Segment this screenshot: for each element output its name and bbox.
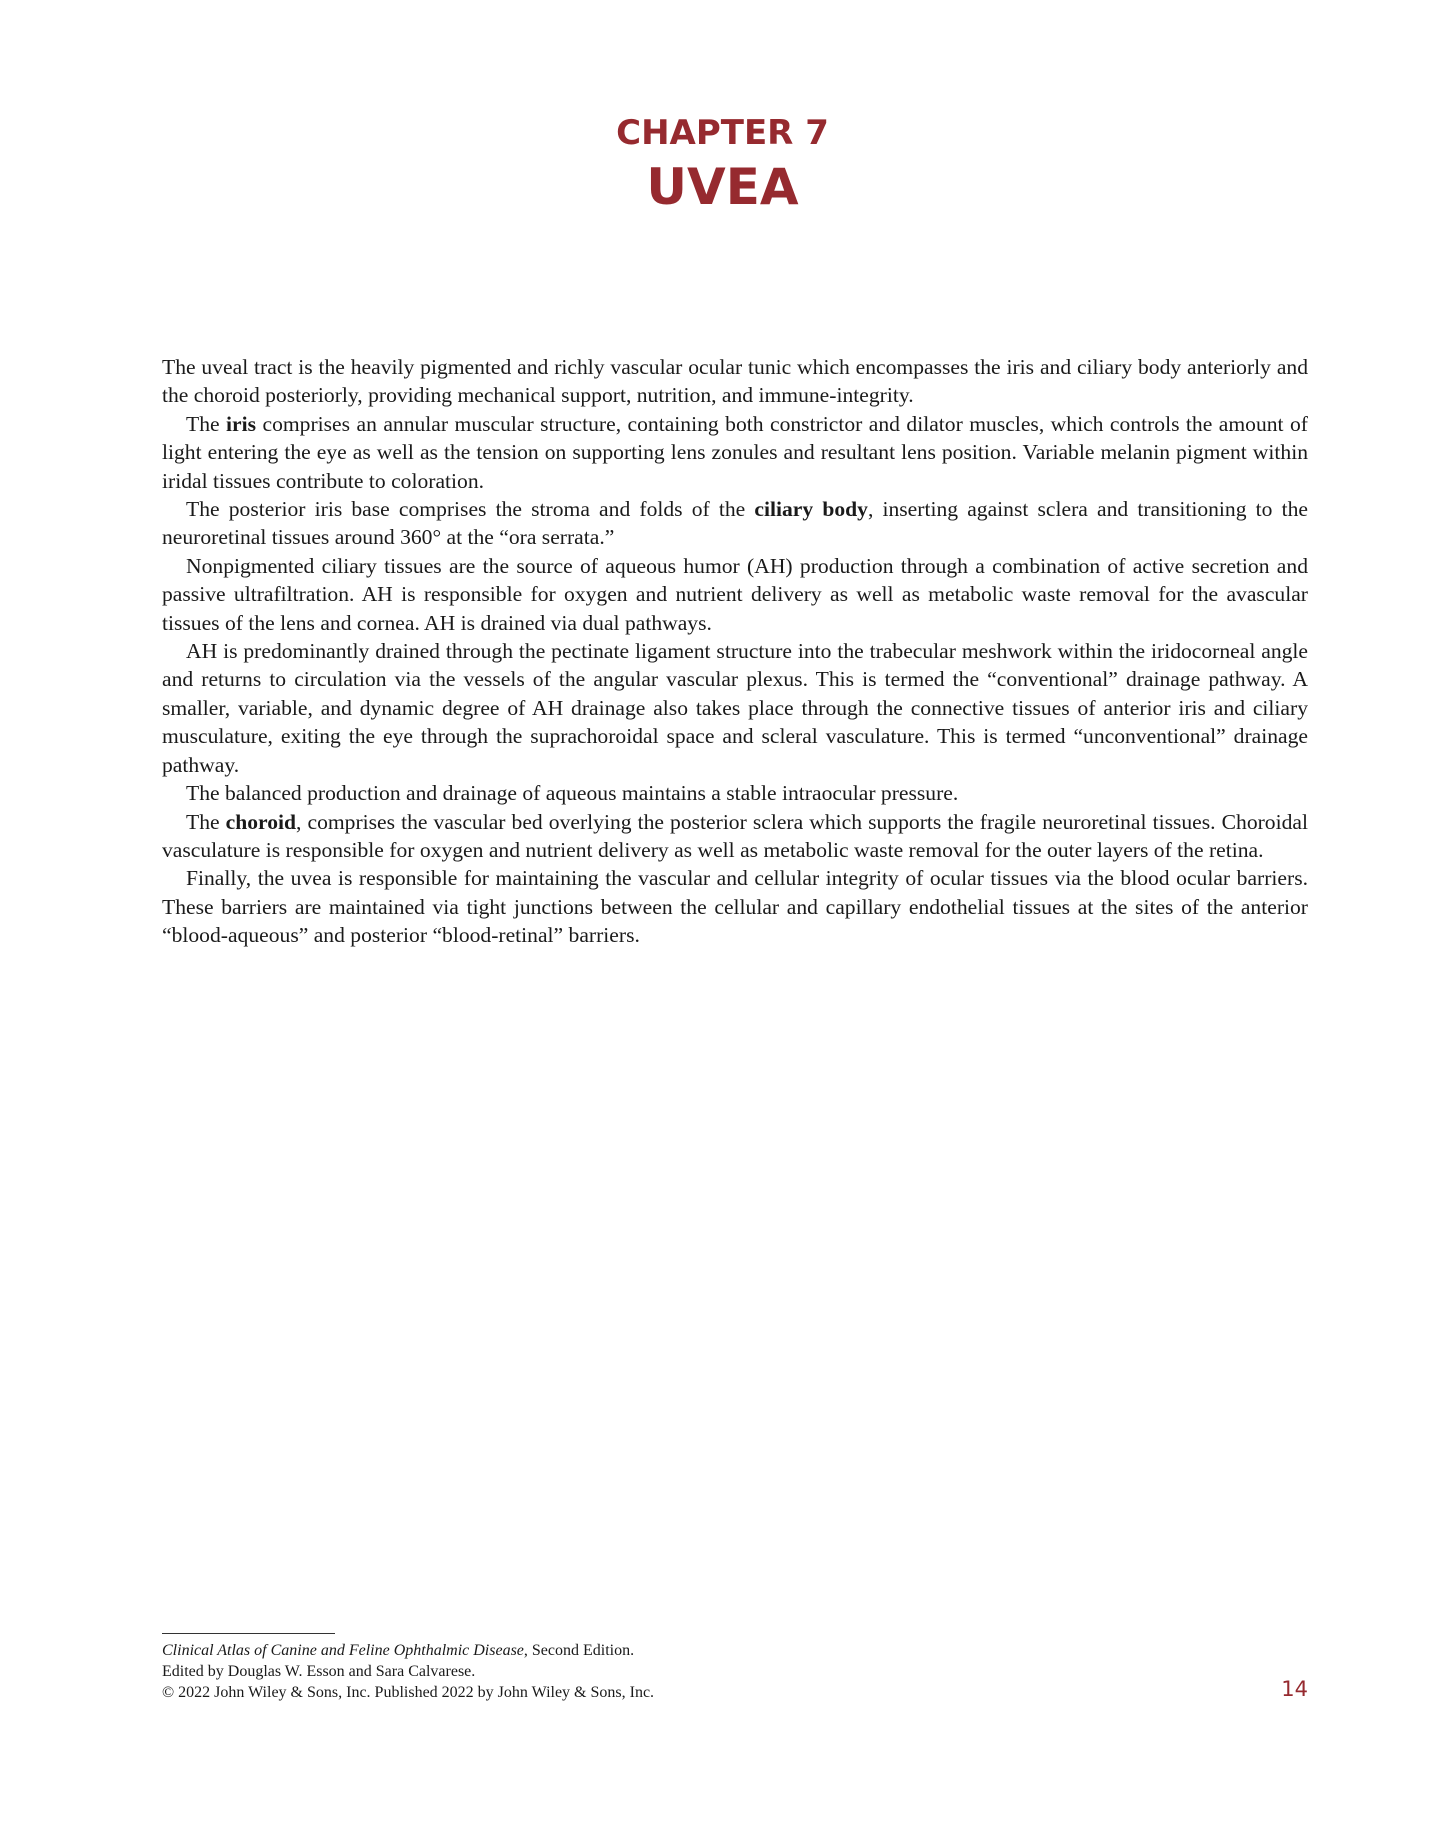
- paragraph-text: AH is predominantly drained through the pectinate ligament structure into the trabecular meshwork within the iridocorneal angle and returns to circulation via the vessels of the angular vascular plexus. This is termed the “conventional” drainage pathway. A smaller, variable, and dynamic degree of AH drainage also takes place through the connective tissues of anterior iris and ciliary musculature, exiting the eye through the suprachoroidal space and scleral vasculature. This is termed “unconventional” drainage pathway.: [162, 639, 1308, 777]
- book-edition: , Second Edition.: [523, 1642, 635, 1659]
- book-title: Clinical Atlas of Canine and Feline Ophthalmic Disease: [162, 1642, 524, 1659]
- footer-editors: Edited by Douglas W. Esson and Sara Calvarese.: [162, 1663, 476, 1680]
- body-paragraph: [162, 779, 1308, 807]
- paragraph-text: The uveal tract is the heavily pigmented and richly vascular ocular tunic which encompasses the iris and ciliary body anteriorly and the choroid posteriorly, providing mechanical support, nutrition, and immune-integrity.: [162, 355, 1308, 408]
- paragraph-text: , inserting against sclera and transitioning to the neuroretinal tissues around 360° at the “ora serrata.”: [162, 497, 1308, 550]
- body-paragraph: [162, 864, 1308, 949]
- paragraph-text: comprises an annular muscular structure, containing both constrictor and dilator muscles, which controls the amount of light entering the eye as well as the tension on supporting lens zonules and resultant lens position. Variable melanin pigment within iridal tissues contribute to coloration.: [162, 411, 1308, 493]
- footnote-rule: [162, 1633, 335, 1634]
- footer-citation: [162, 1640, 862, 1703]
- body-paragraph: [162, 495, 1308, 552]
- bold-term: iris: [226, 411, 257, 436]
- footer-copyright: © 2022 John Wiley & Sons, Inc. Published 2022 by John Wiley & Sons, Inc.: [162, 1684, 655, 1701]
- paragraph-text: The: [186, 411, 227, 436]
- footer-title-line: [162, 1640, 862, 1661]
- bold-term: ciliary body: [754, 497, 868, 522]
- body-paragraph: [162, 808, 1308, 865]
- body-text: [162, 353, 1308, 950]
- body-paragraph: [162, 353, 1308, 410]
- chapter-title: UVEA: [646, 158, 799, 216]
- paragraph-text: , comprises the vascular bed overlying the posterior sclera which supports the fragile neuroretinal tissues. Choroidal vasculature is responsible for oxygen and nutrient delivery as well as metabolic waste removal for the outer layers of the retina.: [162, 809, 1308, 862]
- paragraph-text: Finally, the uvea is responsible for maintaining the vascular and cellular integrity of ocular tissues via the blood ocular barriers. These barriers are maintained via tight junctions between the cellular and capillary endothelial tissues at the sites of the anterior “blood-aqueous” and posterior “blood-retinal” barriers.: [162, 866, 1308, 948]
- body-paragraph: [162, 637, 1308, 779]
- body-paragraph: [162, 552, 1308, 637]
- paragraph-text: The balanced production and drainage of aqueous maintains a stable intraocular pressure.: [186, 781, 959, 806]
- paragraph-text: Nonpigmented ciliary tissues are the source of aqueous humor (AH) production through a combination of active secretion and passive ultrafiltration. AH is responsible for oxygen and nutrient delivery as well as metabolic waste removal for the avascular tissues of the lens and cornea. AH is drained via dual pathways.: [162, 553, 1308, 635]
- chapter-header: [0, 112, 1445, 218]
- page-number: 14: [1281, 1677, 1308, 1701]
- body-paragraph: [162, 410, 1308, 495]
- paragraph-text: The: [186, 809, 226, 834]
- bold-term: choroid: [225, 809, 297, 834]
- paragraph-text: The posterior iris base comprises the stroma and folds of the: [186, 497, 755, 522]
- chapter-label: CHAPTER 7: [616, 113, 829, 153]
